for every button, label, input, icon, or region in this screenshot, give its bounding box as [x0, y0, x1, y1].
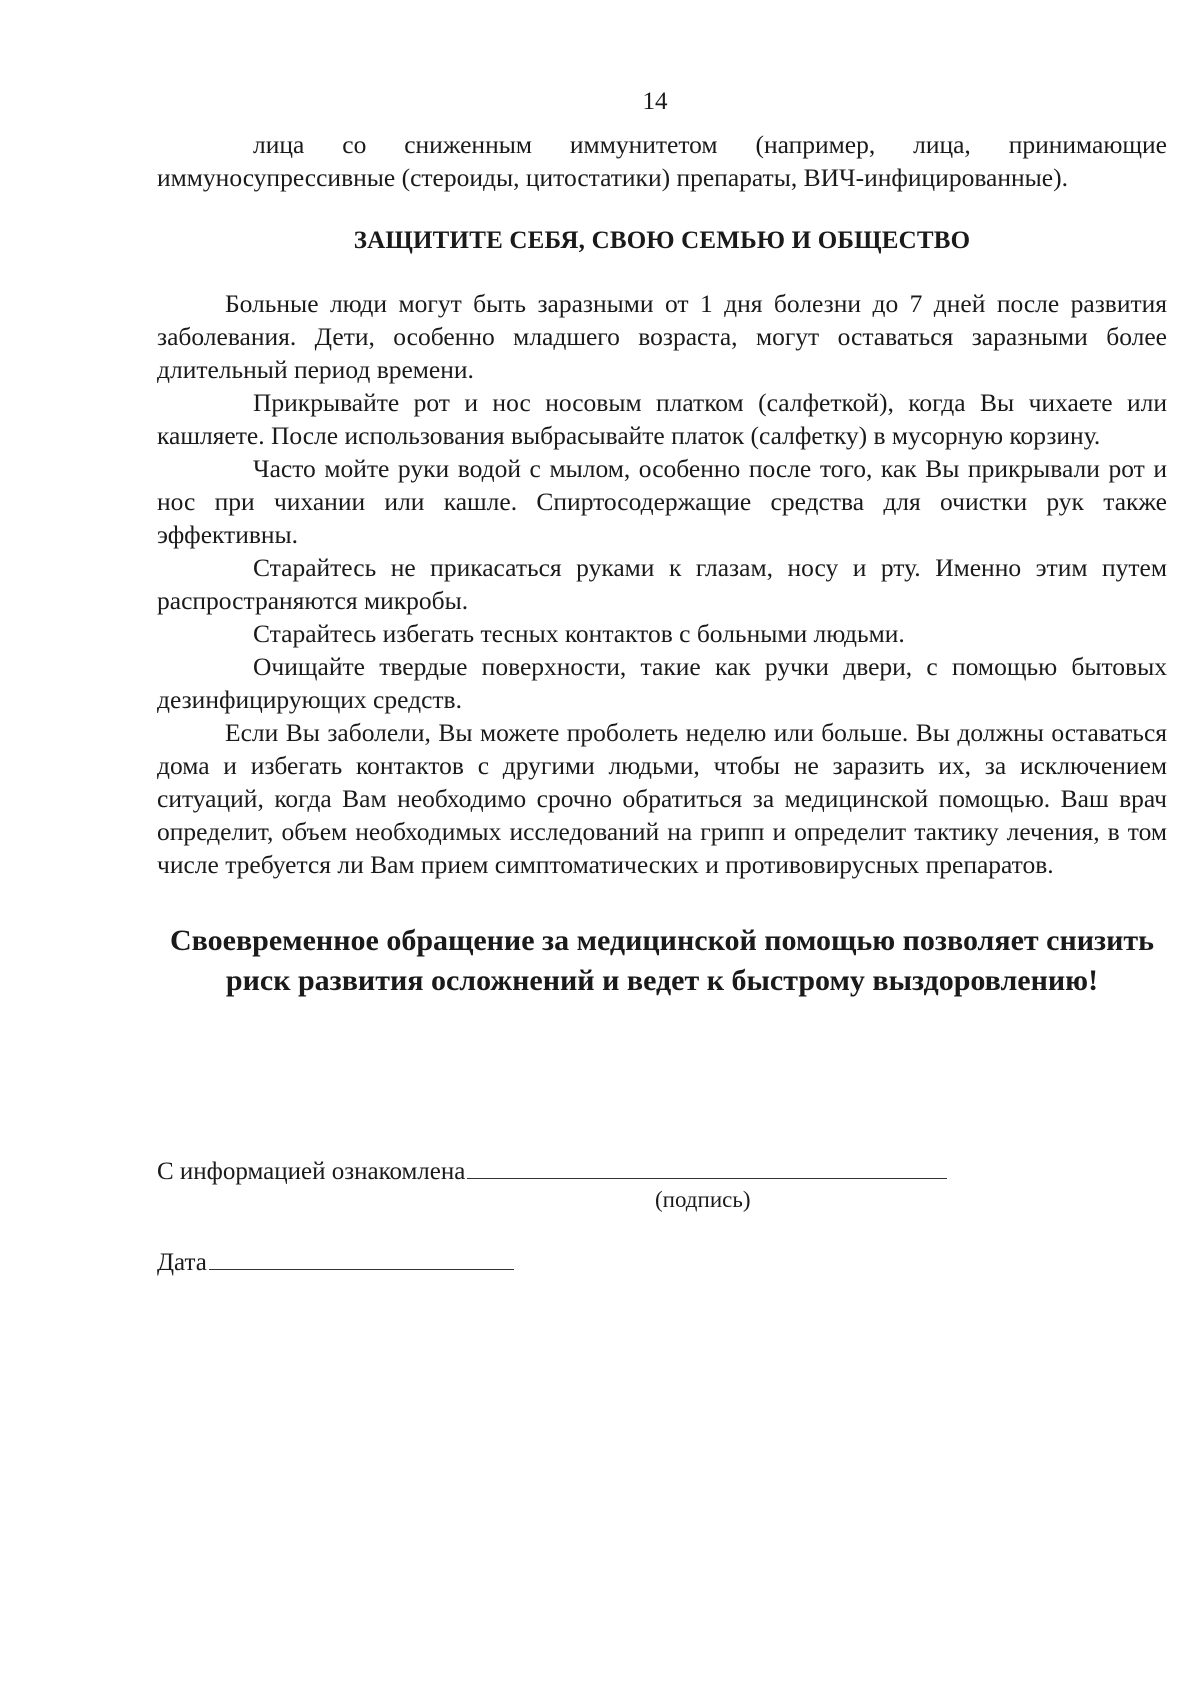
- date-line: [209, 1245, 514, 1270]
- date-row: [157, 1245, 514, 1277]
- intro-paragraph: лица со сниженным иммунитетом (например, лица, принимающие иммуносупрессивные (стероиды, цитостатики) препараты, ВИЧ-инфицированные).: [157, 130, 1167, 192]
- paragraph-contagious-period: Больные люди могут быть заразными от 1 дня болезни до 7 дней после развития заболевания. Дети, особенно младшего возраста, могут оставаться заразными более длительный период времени.: [157, 289, 1167, 384]
- callout-text: Своевременное обращение за медицинской помощью позволяет снизить риск развития осложнений и ведет к быстрому выздоровлению!: [170, 924, 1154, 997]
- paragraph-if-sick: Если Вы заболели, Вы можете проболеть неделю или больше. Вы должны оставаться дома и избегать контактов с другими людьми, чтобы не заразить их, за исключением ситуаций, когда Вам необходимо срочно обратиться за медицинской помощью. Ваш врач определит, объем необходимых исследований на грипп и определит тактику лечения, в том числе требуется ли Вам прием симптоматических и противовирусных препаратов.: [157, 718, 1167, 879]
- date-label: Дата: [157, 1249, 207, 1276]
- paragraph-cover-mouth: Прикрывайте рот и нос носовым платком (салфеткой), когда Вы чихаете или кашляете. После использования выбрасывайте платок (салфетку) в мусорную корзину.: [157, 388, 1167, 450]
- signature-label: С информацией ознакомлена: [157, 1158, 466, 1185]
- signature-row: [157, 1154, 947, 1186]
- paragraph-avoid-contact: Старайтесь избегать тесных контактов с больными людьми.: [253, 619, 905, 648]
- signature-line: [467, 1154, 947, 1179]
- paragraph-wash-hands: Часто мойте руки водой с мылом, особенно после того, как Вы прикрывали рот и нос при чихании или кашле. Спиртосодержащие средства для очистки рук также эффективны.: [157, 454, 1167, 549]
- paragraph-clean-surfaces: Очищайте твердые поверхности, такие как ручки двери, с помощью бытовых дезинфицирующих средств.: [157, 652, 1167, 714]
- section-heading: ЗАЩИТИТЕ СЕБЯ, СВОЮ СЕМЬЮ И ОБЩЕСТВО: [353, 227, 971, 254]
- page-number: 14: [642, 88, 668, 115]
- paragraph-avoid-touching: Старайтесь не прикасаться руками к глазам, носу и рту. Именно этим путем распространяются микробы.: [157, 553, 1167, 615]
- signature-caption: (подпись): [655, 1187, 751, 1212]
- document-body: [157, 128, 1167, 1001]
